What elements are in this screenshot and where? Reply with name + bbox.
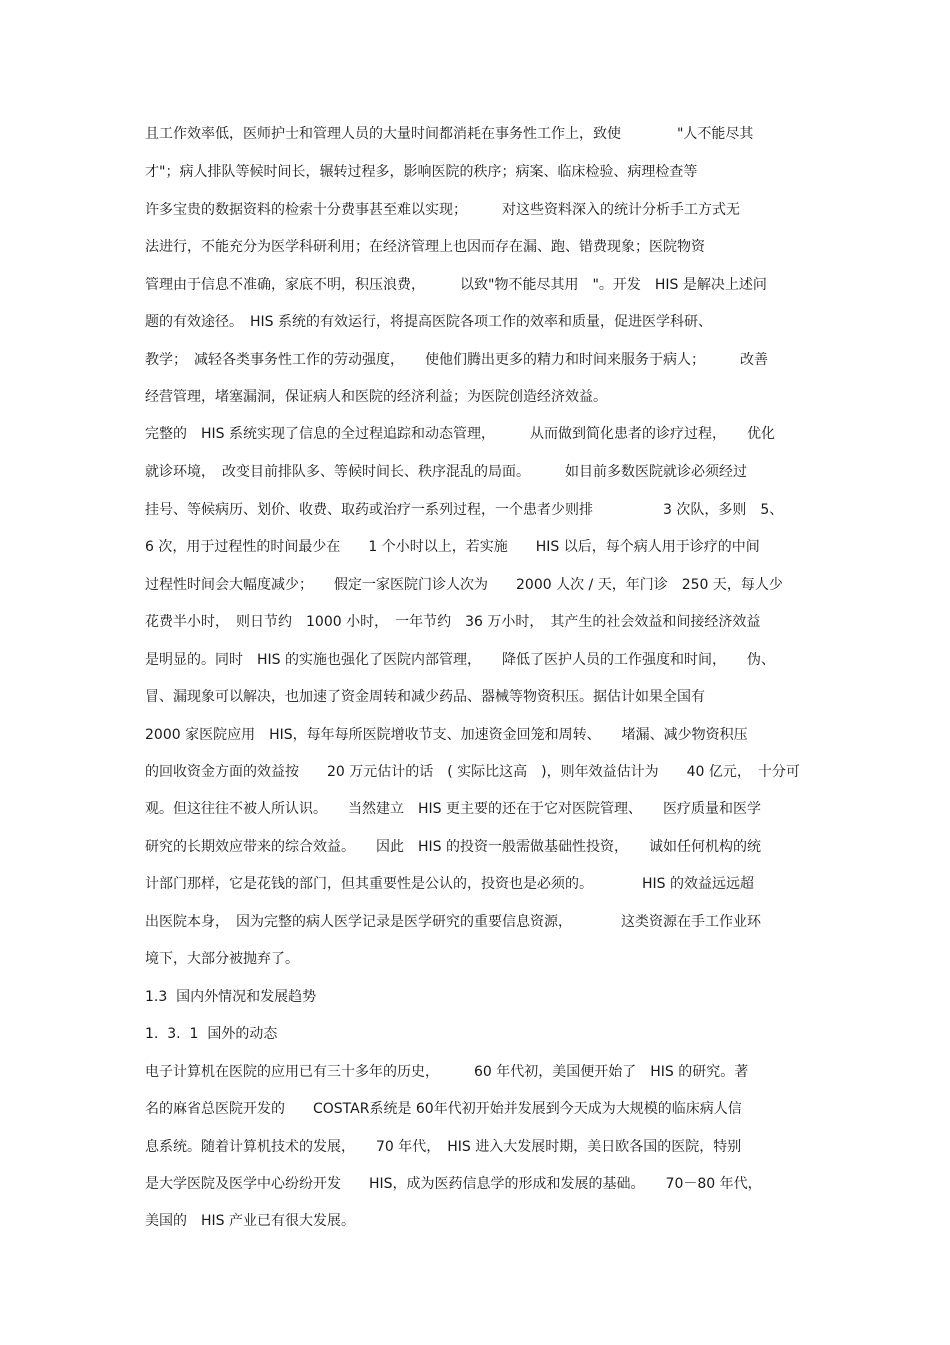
paragraph-line: 就诊环境， 改变目前排队多、等候时间长、秩序混乱的局面。 如目前多数医院就诊必须经过 — [145, 464, 747, 480]
paragraph-line: 许多宝贵的数据资料的检索十分费事甚至难以实现； 对这些资料深入的统计分析手工方式无 — [145, 202, 740, 218]
paragraph-line: 冒、漏现象可以解决，也加速了资金周转和减少药品、器械等物资积压。据估计如果全国有 — [145, 689, 705, 705]
paragraph-line: 才"；病人排队等候时间长，辗转过程多，影响医院的秩序；病案、临床检验、病理检查等 — [145, 164, 698, 180]
paragraph-line: 6 次，用于过程性的时间最少在 1 个小时以上，若实施 HIS 以后，每个病人用于诊疗的中间 — [145, 539, 760, 555]
section-heading: 1.3 国内外情况和发展趋势 — [145, 989, 317, 1005]
paragraph-line: 计部门那样，它是花钱的部门，但其重要性是公认的，投资也是必须的。 HIS 的效益远远超 — [145, 876, 754, 892]
paragraph-line: 挂号、等候病历、划价、收费、取药或治疗一系列过程，一个患者少则排 3 次队，多则 5、 — [145, 502, 784, 518]
paragraph-line: 美国的 HIS 产业已有很大发展。 — [145, 1213, 355, 1229]
paragraph-line: 过程性时间会大幅度减少； 假定一家医院门诊人次为 2000 人次 / 天，年门诊 250 天，每人少 — [145, 577, 783, 593]
paragraph-line: 是大学医院及医学中心纷纷开发 HIS，成为医药信息学的形成和发展的基础。 70－80 年代， — [145, 1176, 762, 1192]
paragraph-line: 息系统。随着计算机技术的发展， 70 年代， HIS 进入大发展时期，美日欧各国的医院，特别 — [145, 1139, 742, 1155]
paragraph-line: 的回收资金方面的效益按 20 万元估计的话 ( 实际比这高 )，则年效益估计为 40 亿元， 十分可 — [145, 764, 800, 780]
paragraph-line: 题的有效途径。 HIS 系统的有效运行，将提高医院各项工作的效率和质量，促进医学科研、 — [145, 314, 712, 330]
paragraph-line: 是明显的。同时 HIS 的实施也强化了医院内部管理， 降低了医护人员的工作强度和时间， 伪、 — [145, 652, 775, 668]
paragraph-line: 名的麻省总医院开发的 COSTAR系统是 60年代初开始并发展到今天成为大规模的临床病人信 — [145, 1101, 742, 1117]
paragraph-line: 完整的 HIS 系统实现了信息的全过程追踪和动态管理， 从而做到简化患者的诊疗过程， 优化 — [145, 426, 775, 442]
subsection-heading: 1. 3. 1 国外的动态 — [145, 1026, 278, 1042]
paragraph-line: 出医院本身， 因为完整的病人医学记录是医学研究的重要信息资源， 这类资源在手工作业环 — [145, 914, 761, 930]
paragraph-line: 境下，大部分被抛弃了。 — [145, 951, 299, 967]
paragraph-line: 经营管理，堵塞漏洞，保证病人和医院的经济利益；为医院创造经济效益。 — [145, 389, 607, 405]
paragraph-line: 电子计算机在医院的应用已有三十多年的历史， 60 年代初，美国便开始了 HIS 的研究。著 — [145, 1064, 749, 1080]
paragraph-line: 且工作效率低，医师护士和管理人员的大量时间都消耗在事务性工作上，致使 "人不能尽其 — [145, 126, 754, 142]
paragraph-line: 教学； 减轻各类事务性工作的劳动强度， 使他们腾出更多的精力和时间来服务于病人； 改善 — [145, 352, 768, 368]
paragraph-line: 2000 家医院应用 HIS，每年每所医院增收节支、加速资金回笼和周转、 堵漏、减少物资积压 — [145, 727, 748, 743]
paragraph-line: 研究的长期效应带来的综合效益。 因此 HIS 的投资一般需做基础性投资， 诚如任何机构的统 — [145, 839, 761, 855]
paragraph-line: 观。但这往往不被人所认识。 当然建立 HIS 更主要的还在于它对医院管理、 医疗质量和医学 — [145, 801, 761, 817]
paragraph-line: 法进行，不能充分为医学科研利用；在经济管理上也因而存在漏、跑、错费现象；医院物资 — [145, 239, 705, 255]
paragraph-line: 花费半小时， 则日节约 1000 小时， 一年节约 36 万小时， 其产生的社会效益和间接经济效益 — [145, 614, 761, 630]
paragraph-line: 管理由于信息不准确，家底不明，积压浪费， 以致"物不能尽其用 "。开发 HIS 是解决上述问 — [145, 277, 767, 293]
